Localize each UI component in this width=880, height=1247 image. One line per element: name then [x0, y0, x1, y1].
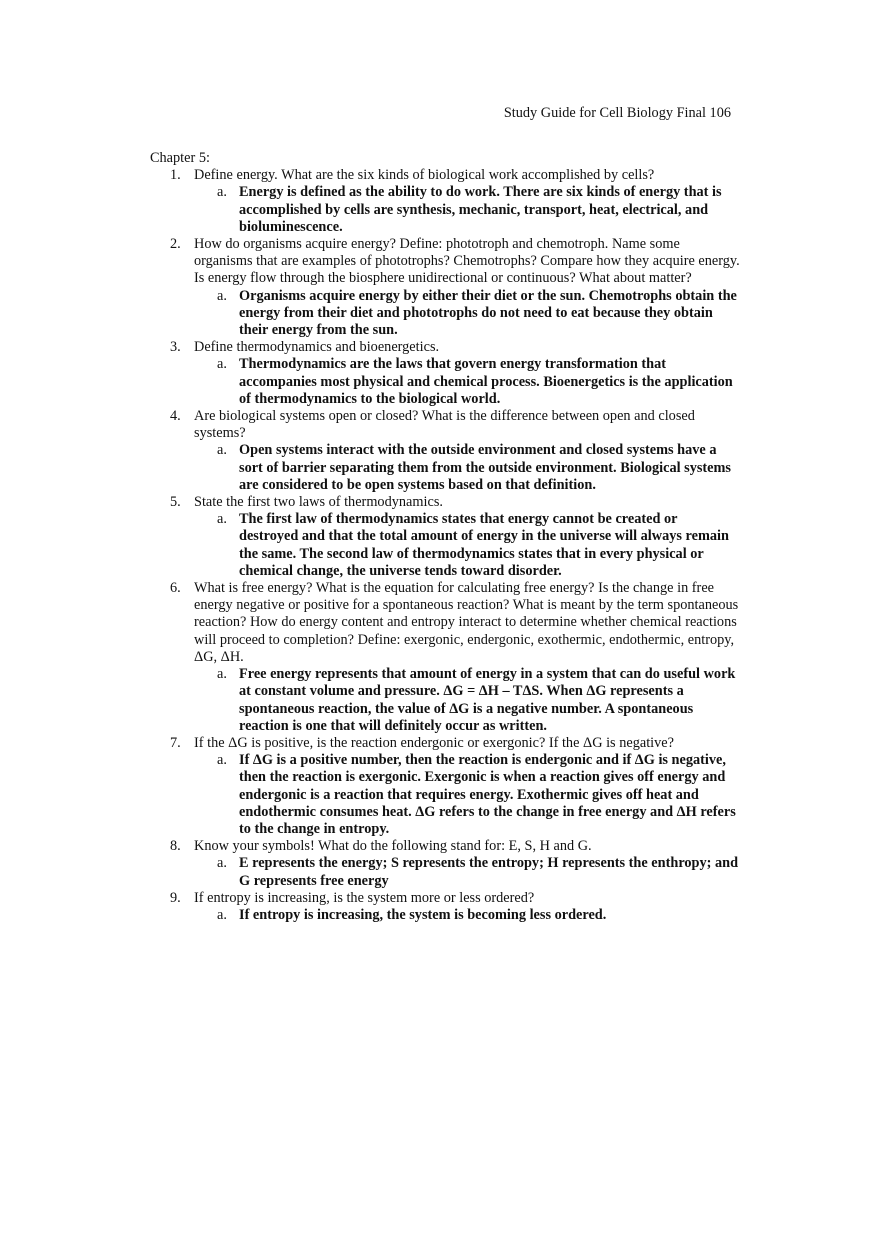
- question-text: Define thermodynamics and bioenergetics.: [194, 339, 440, 356]
- question-text: If the ΔG is positive, is the reaction endergonic or exergonic? If the ΔG is negative?: [194, 734, 674, 751]
- question-number: 2.: [170, 236, 181, 253]
- answer-item: [150, 907, 740, 924]
- answer-text: Free energy represents that amount of energy in a system that can do useful work at constant volume and pressure. ΔG = ΔH – TΔS. When ΔG represents a spontaneous reaction, the value of ΔG is a negative number. A spontaneous reaction is one that will definitely occur as written.: [239, 666, 736, 734]
- answer-text: Organisms acquire energy by either their diet or the sun. Chemotrophs obtain the energy from their diet and phototrophs do not need to eat because they obtain their energy from the sun.: [239, 287, 737, 339]
- question-text: If entropy is increasing, is the system more or less ordered?: [194, 889, 535, 906]
- question-text: Know your symbols! What do the following stand for: E, S, H and G.: [194, 838, 592, 855]
- question-item-7: [150, 735, 740, 838]
- question-number: 1.: [170, 167, 181, 184]
- answer-item: [150, 356, 740, 408]
- question-text: How do organisms acquire energy? Define: phototroph and chemotroph. Name some organisms that are examples of phototrophs? Chemotrophs? Compare how they acquire energy. Is energy flow through the biosphere unidirectional or continuous? What about matter?: [194, 236, 740, 287]
- answer-text: Open systems interact with the outside environment and closed systems have a sort of barrier separating them from the outside environment. Biological systems are considered to be open systems based on that definition.: [239, 442, 731, 493]
- study-guide-content: [150, 150, 740, 924]
- question-number: 7.: [170, 734, 181, 751]
- answer-text: If entropy is increasing, the system is becoming less ordered.: [239, 906, 607, 923]
- question-item-3: [150, 339, 740, 408]
- answer-letter: a.: [217, 666, 227, 683]
- question-text: State the first two laws of thermodynamics.: [194, 494, 443, 511]
- chapter-title: Chapter 5:: [150, 150, 210, 166]
- answer-letter: a.: [217, 442, 227, 459]
- answer-text: E represents the energy; S represents the entropy; H represents the enthropy; and G represents free energy: [239, 855, 739, 889]
- question-item-9: [150, 890, 740, 924]
- question-item-2: [150, 236, 740, 339]
- answer-item: [150, 855, 740, 889]
- answer-item: [150, 442, 740, 494]
- page-header: Study Guide for Cell Biology Final 106: [503, 105, 731, 121]
- answer-text: The first law of thermodynamics states that energy cannot be created or destroyed and that the total amount of energy in the universe will always remain the same. The second law of thermodynamics states that in every physical or chemical change, the universe tends toward disorder.: [239, 511, 729, 579]
- question-item-8: [150, 838, 740, 890]
- answer-letter: a.: [217, 184, 227, 201]
- question-text: Define energy. What are the six kinds of biological work accomplished by cells?: [194, 167, 655, 184]
- answer-text: Thermodynamics are the laws that govern energy transformation that accompanies most physical and chemical process. Bioenergetics is the application of thermodynamics to the biological world.: [239, 356, 733, 407]
- question-item-1: [150, 167, 740, 236]
- question-item-4: [150, 408, 740, 494]
- answer-text: If ΔG is a positive number, then the reaction is endergonic and if ΔG is negative, then the reaction is exergonic. Exergonic is when a reaction gives off energy and endergonic is a reaction that requires energy. Exothermic gives off heat and endothermic consumes heat. ΔG refers to the change in free energy and ΔH refers to the change in entropy.: [239, 752, 736, 837]
- question-number: 6.: [170, 580, 181, 597]
- answer-letter: a.: [217, 511, 227, 528]
- question-list: [150, 167, 740, 924]
- question-item-5: [150, 494, 740, 580]
- answer-letter: a.: [217, 356, 227, 373]
- question-number: 5.: [170, 494, 181, 511]
- question-number: 4.: [170, 408, 181, 425]
- answer-letter: a.: [217, 906, 227, 923]
- question-text: Are biological systems open or closed? What is the difference between open and closed systems?: [194, 408, 695, 442]
- question-item-6: [150, 580, 740, 735]
- answer-text: Energy is defined as the ability to do work. There are six kinds of energy that is accomplished by cells are synthesis, mechanic, transport, heat, electrical, and bioluminescence.: [239, 184, 722, 235]
- question-number: 9.: [170, 889, 181, 906]
- question-number: 8.: [170, 838, 181, 855]
- question-text: What is free energy? What is the equation for calculating free energy? Is the change in free energy negative or positive for a spontaneous reaction? What is meant by the term spontaneous reaction? How do energy content and entropy interact to determine whether chemical reactions will proceed to completion? Define: exergonic, endergonic, exothermic, endothermic, entropy, ΔG, ΔH.: [194, 580, 739, 665]
- question-number: 3.: [170, 339, 181, 356]
- answer-letter: a.: [217, 287, 227, 304]
- answer-item: [150, 184, 740, 236]
- answer-item: [150, 511, 740, 580]
- answer-item: [150, 666, 740, 735]
- answer-item: [150, 752, 740, 838]
- answer-letter: a.: [217, 752, 227, 769]
- answer-item: [150, 288, 740, 340]
- answer-letter: a.: [217, 855, 227, 872]
